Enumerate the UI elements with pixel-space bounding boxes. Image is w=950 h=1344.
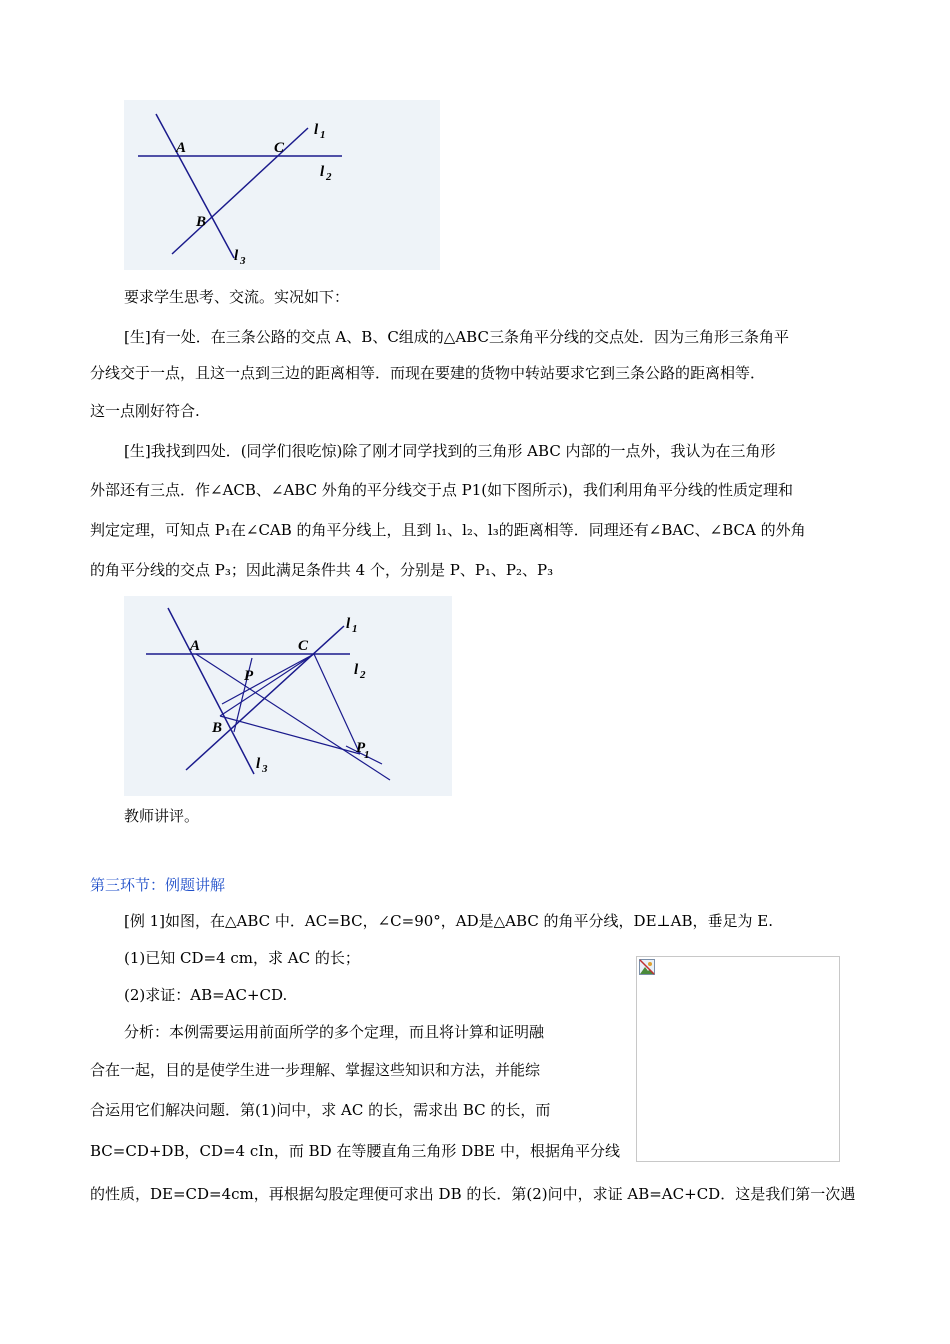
- road-l1: [172, 128, 308, 254]
- paragraph-student2-line2: 外部还有三点．作∠ACB、∠ABC 外角的平分线交于点 P1(如下图所示)，我们利用角平分线的性质定理和: [90, 481, 793, 499]
- analysis-line-1: 分析：本例需要运用前面所学的多个定理，而且将计算和证明融: [124, 1023, 545, 1041]
- label-l2-sub: 2: [326, 171, 332, 183]
- label-l3: l: [256, 756, 261, 772]
- road-l1: [186, 626, 344, 770]
- example-statement: [例 1]如图，在△ABC 中．AC=BC，∠C=90°，AD是△ABC 的角平分线，DE⊥AB，垂足为 E.: [124, 912, 773, 930]
- paragraph-student1-line3: 这一点刚好符合.: [90, 402, 200, 420]
- label-l2: l: [320, 164, 325, 180]
- paragraph-student2-line1: [生]我找到四处．(同学们很吃惊)除了刚才同学找到的三角形 ABC 内部的一点外，我认为在三角形: [124, 442, 776, 460]
- label-l3: l: [234, 248, 239, 264]
- label-l2-sub: 2: [360, 669, 366, 681]
- label-P1: P: [356, 740, 366, 756]
- label-A: A: [176, 140, 187, 156]
- analysis-line-2: 合在一起，目的是使学生进一步理解、掌握这些知识和方法，并能综: [90, 1061, 541, 1079]
- label-B: B: [196, 214, 207, 230]
- paragraph-student1-line2: 分线交于一点，且这一点到三边的距离相等．而现在要建的货物中转站要求它到三条公路的距离相等．: [90, 364, 766, 382]
- paragraph-teacher-comment: 教师讲评。: [124, 807, 200, 825]
- label-B: B: [212, 720, 223, 736]
- figure-bisector-points-svg: [124, 596, 452, 796]
- road-l3: [168, 608, 254, 774]
- label-l1-sub: 1: [352, 623, 358, 635]
- example-figure-placeholder: [636, 956, 840, 1162]
- label-P: P: [244, 668, 254, 684]
- analysis-line-4: BC=CD+DB，CD=4 cIn，而 BD 在等腰直角三角形 DBE 中，根据角平分线: [90, 1142, 620, 1160]
- paragraph-student2-line4: 的角平分线的交点 P₃；因此满足条件共 4 个，分别是 P、P₁、P₂、P₃: [90, 561, 554, 579]
- broken-image-icon: [639, 959, 655, 975]
- paragraph-student1-line1: [生]有一处．在三条公路的交点 A、B、C组成的△ABC三条角平分线的交点处．因为三角形三条角平: [124, 328, 789, 346]
- figure-bisector-points: [124, 596, 452, 796]
- question-1: (1)已知 CD=4 cm，求 AC 的长；: [124, 949, 360, 967]
- bisector-inner: [222, 654, 314, 704]
- figure-three-roads-svg: [124, 100, 440, 270]
- label-l2: l: [354, 662, 359, 678]
- label-C: C: [274, 140, 285, 156]
- analysis-line-5: 的性质，DE=CD=4cm，再根据勾股定理便可求出 DB 的长．第(2)问中，求证 AB=AC+CD．这是我们第一次遇: [90, 1185, 856, 1203]
- road-l3: [156, 114, 234, 258]
- paragraph-student2-line3: 判定定理，可知点 P₁在∠CAB 的角平分线上，且到 l₁、l₂、l₃的距离相等．同理还有∠BAC、∠BCA 的外角: [90, 521, 806, 539]
- bisector-c: [220, 654, 314, 716]
- label-l1: l: [314, 122, 319, 138]
- label-P1-sub: 1: [364, 749, 370, 761]
- label-A: A: [190, 638, 201, 654]
- label-l1-sub: 1: [320, 129, 326, 141]
- figure-three-roads: [124, 100, 440, 270]
- paragraph-task: 要求学生思考、交流。实况如下：: [124, 288, 350, 306]
- label-l3-sub: 3: [262, 763, 268, 775]
- section-title: 第三环节：例题讲解: [90, 876, 226, 894]
- label-l1: l: [346, 616, 351, 632]
- label-C: C: [298, 638, 309, 654]
- analysis-line-3: 合运用它们解决问题．第(1)问中，求 AC 的长，需求出 BC 的长，而: [90, 1101, 551, 1119]
- label-l3-sub: 3: [240, 255, 246, 267]
- question-2: (2)求证：AB=AC+CD.: [124, 986, 288, 1004]
